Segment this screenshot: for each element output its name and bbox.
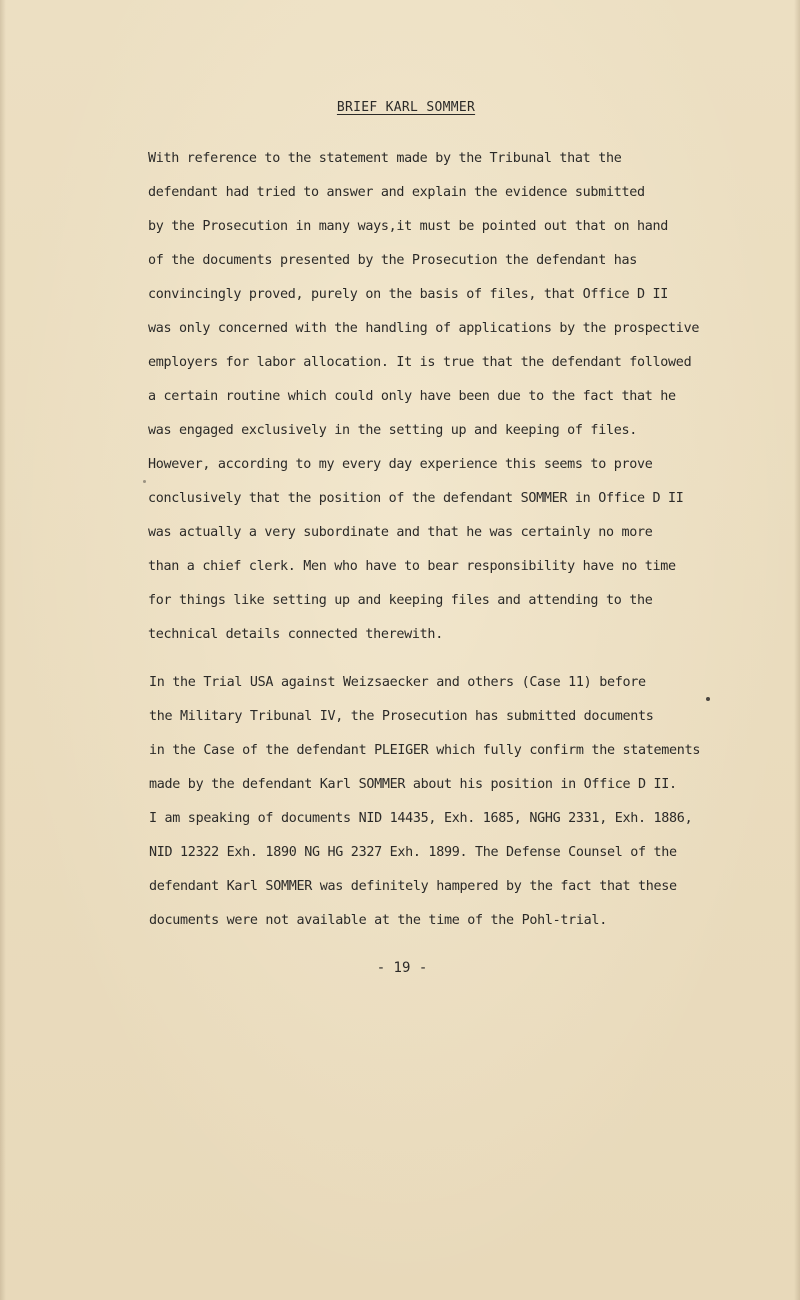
paragraph-line: was engaged exclusively in the setting up and keeping of files. xyxy=(148,423,637,438)
page-edge-right xyxy=(794,0,800,1300)
paragraph-line: convincingly proved, purely on the basis of files, that Office D II xyxy=(148,287,669,302)
page-number: - 19 - xyxy=(376,960,428,976)
paragraph-line: in the Case of the defendant PLEIGER which fully confirm the statements xyxy=(149,743,701,758)
page-edge-left xyxy=(0,0,6,1300)
paragraph-line: than a chief clerk. Men who have to bear responsibility have no time xyxy=(148,559,676,574)
paragraph-line: was actually a very subordinate and that he was certainly no more xyxy=(148,525,653,540)
paragraph-line: conclusively that the position of the defendant SOMMER in Office D II xyxy=(148,491,684,506)
paragraph-line: defendant had tried to answer and explain the evidence submitted xyxy=(148,185,645,200)
paragraph-line: defendant Karl SOMMER was definitely hampered by the fact that these xyxy=(149,879,677,894)
paragraph-line: a certain routine which could only have been due to the fact that he xyxy=(148,389,676,404)
paragraph-2 xyxy=(149,666,769,938)
paragraph-line: for things like setting up and keeping files and attending to the xyxy=(148,593,653,608)
paragraph-line: In the Trial USA against Weizsaecker and others (Case 11) before xyxy=(149,675,646,690)
ink-speck xyxy=(706,697,710,701)
paragraph-line: of the documents presented by the Prosecution the defendant has xyxy=(148,253,637,268)
paragraph-line: technical details connected therewith. xyxy=(148,627,443,642)
paragraph-line: employers for labor allocation. It is true that the defendant followed xyxy=(148,355,692,370)
paragraph-line: made by the defendant Karl SOMMER about his position in Office D II. xyxy=(149,777,677,792)
document-title-text: BRIEF KARL SOMMER xyxy=(336,100,476,115)
paragraph-line: the Military Tribunal IV, the Prosecution has submitted documents xyxy=(149,709,654,724)
paragraph-line: With reference to the statement made by the Tribunal that the xyxy=(148,151,622,166)
paragraph-line: I am speaking of documents NID 14435, Exh. 1685, NGHG 2331, Exh. 1886, xyxy=(149,811,693,826)
paragraph-line: by the Prosecution in many ways,it must be pointed out that on hand xyxy=(148,219,669,234)
paragraph-line: was only concerned with the handling of applications by the prospective xyxy=(148,321,700,336)
paragraph-line: documents were not available at the time of the Pohl-trial. xyxy=(149,913,607,928)
paragraph-1 xyxy=(148,142,768,652)
ink-speck xyxy=(143,480,146,483)
paragraph-line: However, according to my every day experience this seems to prove xyxy=(148,457,653,472)
paragraph-line: NID 12322 Exh. 1890 NG HG 2327 Exh. 1899. The Defense Counsel of the xyxy=(149,845,677,860)
document-title xyxy=(0,100,800,115)
